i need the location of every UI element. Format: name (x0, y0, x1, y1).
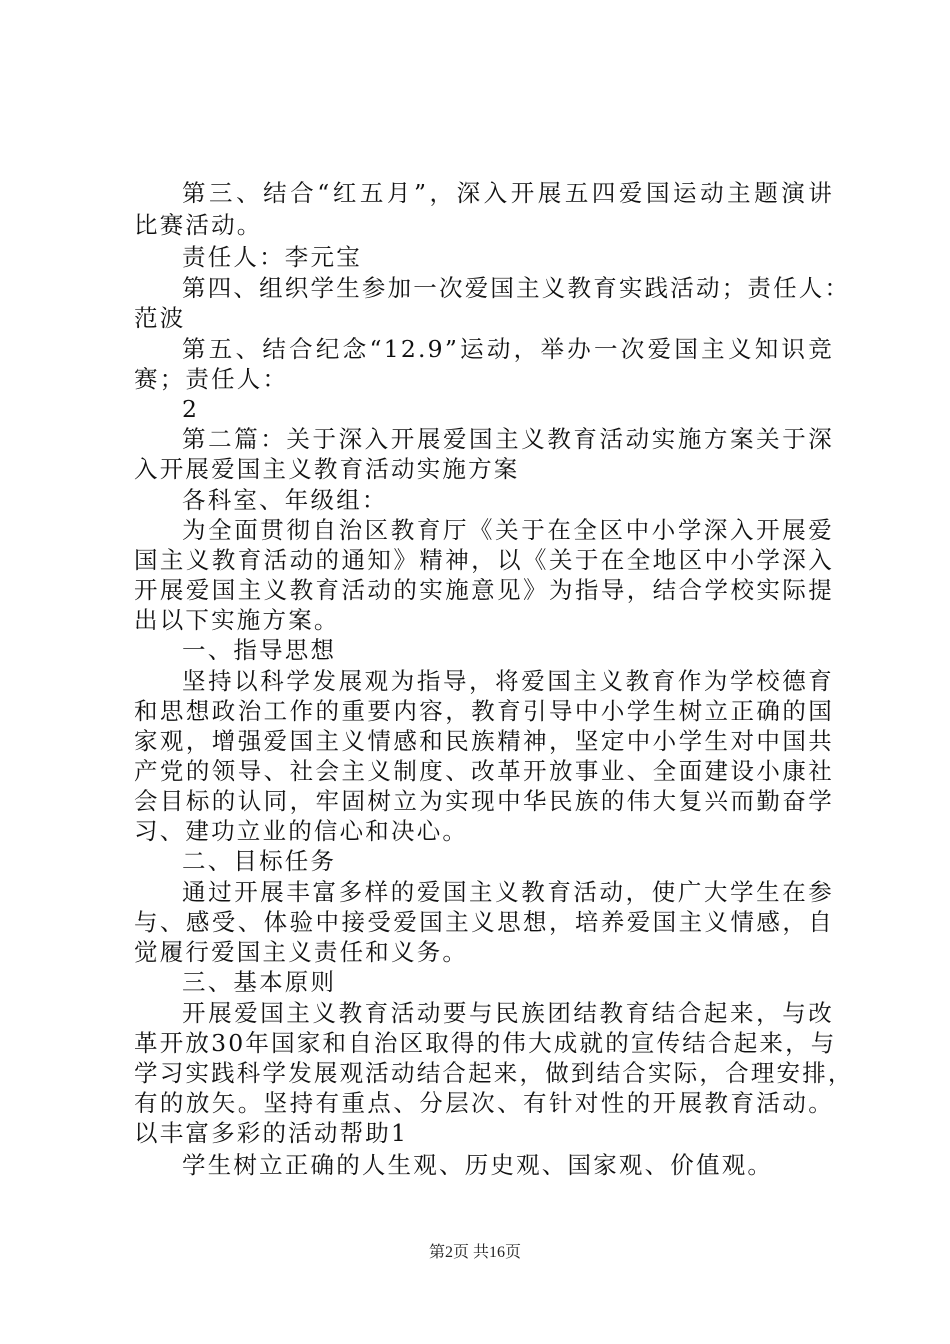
section-heading-continued: 入开展爱国主义教育活动实施方案 (134, 455, 520, 483)
text-line: 责任人：李元宝 (182, 243, 362, 271)
text-line: 和思想政治工作的重要内容，教育引导中小学生树立正确的国 (134, 697, 834, 725)
text-line: 第五、结合纪念“12.9”运动，举办一次爱国主义知识竞 (182, 335, 834, 363)
text-line: 习、建功立业的信心和决心。 (134, 817, 469, 845)
subheading: 二、目标任务 (182, 847, 337, 875)
text-line: 坚持以科学发展观为指导，将爱国主义教育作为学校德育 (182, 667, 834, 695)
subheading: 三、基本原则 (182, 968, 337, 996)
text-line: 以丰富多彩的活动帮助1 (134, 1119, 409, 1147)
text-line: 范波 (134, 304, 186, 332)
text-line: 通过开展丰富多样的爱国主义教育活动，使广大学生在参 (182, 878, 834, 906)
page-footer: 第2页 共16页 (428, 1244, 521, 1261)
text-line: 学生树立正确的人生观、历史观、国家观、价值观。 (182, 1151, 774, 1179)
text-line: 开展爱国主义教育活动要与民族团结教育结合起来，与改 (182, 999, 834, 1027)
text-line: 会目标的认同，牢固树立为实现中华民族的伟大复兴而勤奋学 (134, 787, 834, 815)
text-line: 出以下实施方案。 (134, 606, 340, 634)
text-line: 与、感受、体验中接受爱国主义思想，培养爱国主义情感，自 (134, 908, 834, 936)
text-line: 为全面贯彻自治区教育厅《关于在全区中小学深入开展爱 (182, 516, 834, 544)
text-line: 国主义教育活动的通知》精神，以《关于在全地区中小学深入 (134, 546, 834, 574)
text-line: 产党的领导、社会主义制度、改革开放事业、全面建设小康社 (134, 757, 834, 785)
text-line: 比赛活动。 (134, 211, 263, 239)
text-line: 有的放矢。坚持有重点、分层次、有针对性的开展教育活动。 (134, 1089, 834, 1117)
text-line: 第四、组织学生参加一次爱国主义教育实践活动；责任人： (182, 274, 851, 302)
subheading: 一、指导思想 (182, 636, 337, 664)
text-line: 学习实践科学发展观活动结合起来，做到结合实际，合理安排， (134, 1059, 854, 1087)
text-line: 第三、结合“红五月”，深入开展五四爱国运动主题演讲 (182, 179, 834, 207)
salutation: 各科室、年级组： (182, 486, 388, 514)
text-line: 革开放30年国家和自治区取得的伟大成就的宣传结合起来，与 (134, 1029, 837, 1057)
text-line: 开展爱国主义教育活动的实施意见》为指导，结合学校实际提 (134, 576, 834, 604)
page-number-marker: 2 (182, 395, 200, 423)
text-line: 赛；责任人： (134, 365, 289, 393)
section-heading: 第二篇：关于深入开展爱国主义教育活动实施方案关于深 (182, 425, 834, 453)
text-line: 家观，增强爱国主义情感和民族精神，坚定中小学生对中国共 (134, 727, 834, 755)
text-line: 觉履行爱国主义责任和义务。 (134, 938, 469, 966)
